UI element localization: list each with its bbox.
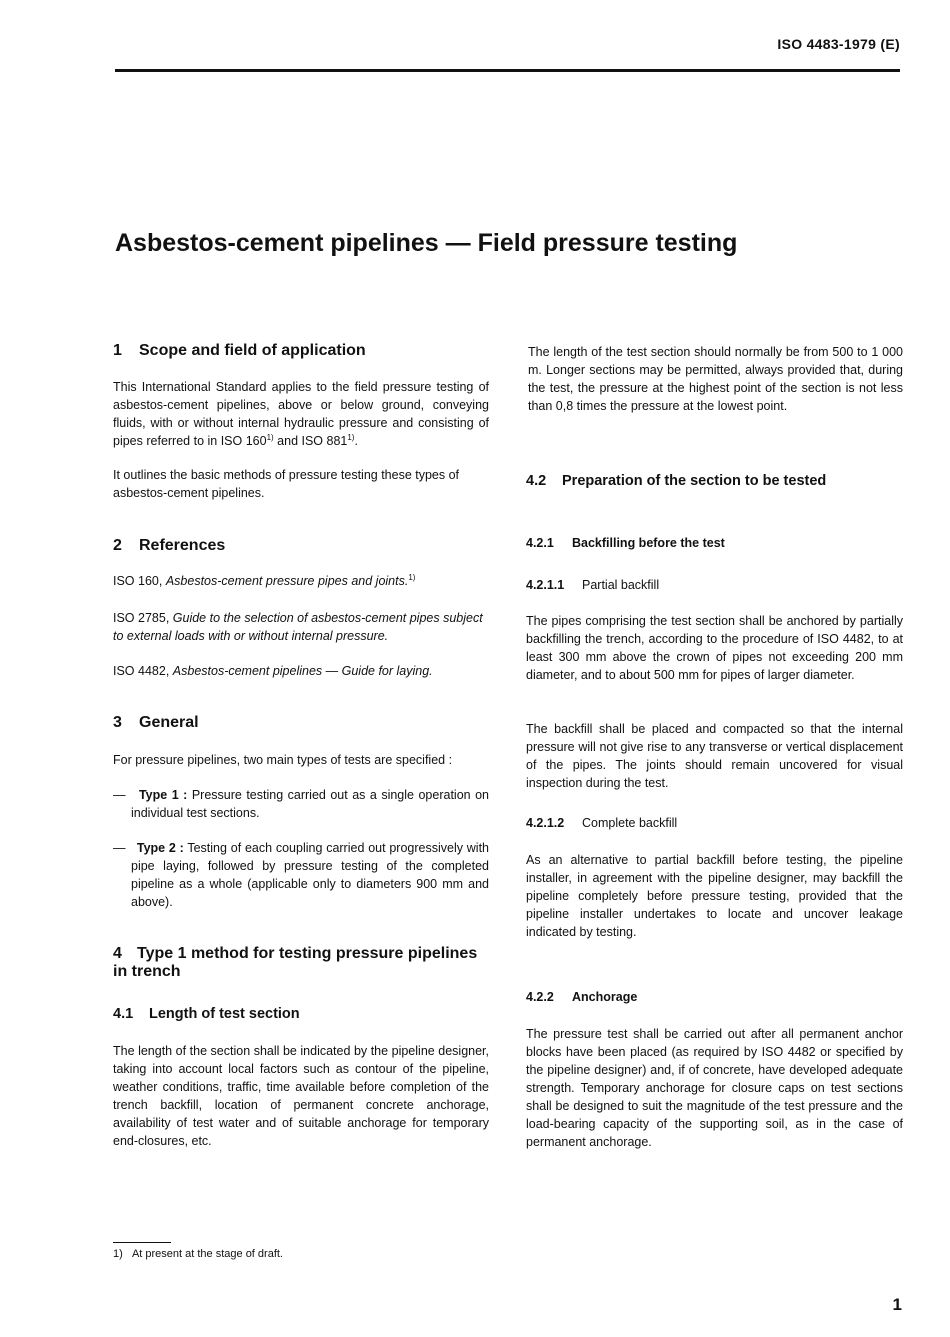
footnote-ref: 1) bbox=[266, 432, 274, 442]
reference-code: ISO 160, bbox=[113, 574, 163, 588]
section-1-paragraph-1 bbox=[113, 378, 489, 450]
footnote-ref: 1) bbox=[347, 432, 355, 442]
length-paragraph bbox=[528, 343, 903, 415]
section-title: Scope and field of application bbox=[139, 342, 366, 359]
footnote-marker: 1) bbox=[113, 1248, 123, 1260]
section-4-1-heading bbox=[113, 1006, 489, 1022]
section-title: Anchorage bbox=[572, 990, 638, 1004]
section-number: 4.2.2 bbox=[526, 990, 554, 1004]
reference-iso-4482 bbox=[113, 662, 489, 680]
paragraph-text: and ISO 881 bbox=[273, 434, 348, 448]
paragraph-text: This International Standard applies to the field pressure testing of asbestos-cement pipelines, above or below ground, conveying fluids, with or without internal hydraulic pressure and consisting of pipes referred to in ISO 160 bbox=[113, 380, 489, 448]
section-4-2-1-heading bbox=[526, 536, 903, 550]
paragraph-text: The pipes comprising the test section shall be anchored by partially backfilling the trench, according to the procedure of ISO 4482, to at least 300 mm above the crown of pipes not exceeding 200 mm diameter, and to about 500 mm for pipes of larger diameter. bbox=[526, 614, 903, 682]
list-label: Type 1 : bbox=[138, 788, 188, 802]
reference-iso-160 bbox=[113, 572, 489, 590]
section-number: 4.1 bbox=[113, 1006, 134, 1022]
reference-iso-2785 bbox=[113, 609, 489, 645]
section-4-2-heading bbox=[526, 473, 903, 489]
section-title: General bbox=[139, 714, 199, 731]
section-title: Preparation of the section to be tested bbox=[562, 473, 827, 489]
paragraph-text: For pressure pipelines, two main types of tests are specified : bbox=[113, 753, 453, 767]
paragraph-text: The length of the test section should normally be from 500 to 1 000 m. Longer sections may be permitted, always provided that, during the test, the pressure at the highest point of the section is not less than 0,8 times the pressure at the lowest point. bbox=[528, 345, 903, 413]
footnote-rule bbox=[113, 1242, 171, 1243]
footnote bbox=[113, 1248, 283, 1260]
section-title: Length of test section bbox=[149, 1006, 300, 1022]
footnote-ref: 1) bbox=[408, 572, 416, 582]
section-title: Complete backfill bbox=[582, 816, 678, 830]
partial-backfill-paragraph-2 bbox=[526, 720, 903, 792]
paragraph-text: . bbox=[354, 434, 358, 448]
paragraph-text: The length of the section shall be indicated by the pipeline designer, taking into account local factors such as contour of the pipeline, weather conditions, traffic, time available before completion of the trench backfill, location of permanent concrete anchorage, availability of test water and of suitable anchorage for temporary end-closures, etc. bbox=[113, 1044, 489, 1148]
reference-title: Asbestos-cement pipelines — Guide for laying. bbox=[172, 664, 433, 678]
section-title: Partial backfill bbox=[582, 578, 660, 592]
reference-title: Asbestos-cement pressure pipes and joints. bbox=[165, 574, 409, 588]
section-4-2-1-2-heading bbox=[526, 816, 903, 830]
complete-backfill-paragraph bbox=[526, 851, 903, 941]
list-dash: — bbox=[113, 841, 126, 855]
section-number: 4.2 bbox=[526, 473, 547, 489]
list-text: Pressure testing carried out as a single operation on individual test sections. bbox=[131, 788, 489, 820]
list-text: Testing of each coupling carried out progressively with pipe laying, followed by pressure testing of the completed pipeline as a whole (applicable only to diameters 900 mm and above). bbox=[131, 841, 490, 909]
section-number: 2 bbox=[113, 537, 122, 554]
anchorage-paragraph bbox=[526, 1025, 903, 1151]
section-title: References bbox=[139, 537, 226, 554]
section-number: 1 bbox=[113, 342, 122, 359]
page-title: Asbestos-cement pipelines — Field pressure testing bbox=[115, 229, 738, 257]
section-number: 4 bbox=[113, 945, 122, 962]
list-item-type-2 bbox=[113, 839, 490, 911]
paragraph-text: As an alternative to partial backfill before testing, the pipeline installer, in agreement with the pipeline designer, may backfill the pipeline completely before pressure testing, provided that the pipeline installer undertakes to locate and uncover leakage indicated by testing. bbox=[526, 853, 903, 939]
section-1-heading bbox=[113, 342, 489, 360]
footnote-text: At present at the stage of draft. bbox=[131, 1248, 283, 1260]
page-number: 1 bbox=[892, 1295, 902, 1314]
section-number: 4.2.1.1 bbox=[526, 578, 565, 592]
section-4-2-1-1-heading bbox=[526, 578, 903, 592]
paragraph-text: The pressure test shall be carried out after all permanent anchor blocks have been placed (as required by ISO 4482 or specified by the pipeline designer) and, if of concrete, have developed adequate strength. Temporary anchorage for closure caps on test sections shall be designed to suit the magnitude of the test pressure and the load-bearing capacity of the supporting soil, as in the case of permanent anchorage. bbox=[526, 1027, 903, 1149]
section-4-heading bbox=[113, 945, 489, 981]
header-rule bbox=[115, 69, 900, 72]
section-title: Backfilling before the test bbox=[572, 536, 725, 550]
section-number: 4.2.1 bbox=[526, 536, 554, 550]
section-2-heading bbox=[113, 537, 489, 555]
section-4-1-paragraph bbox=[113, 1042, 489, 1150]
list-item-type-1 bbox=[113, 786, 489, 822]
reference-code: ISO 4482, bbox=[113, 664, 170, 678]
section-number: 4.2.1.2 bbox=[526, 816, 565, 830]
document-id: ISO 4483-1979 (E) bbox=[777, 36, 900, 52]
paragraph-text: It outlines the basic methods of pressure testing these types of asbestos-cement pipelines. bbox=[113, 468, 460, 500]
section-3-heading bbox=[113, 714, 489, 732]
section-3-intro bbox=[113, 751, 489, 769]
section-title: Type 1 method for testing pressure pipelines in trench bbox=[113, 945, 478, 980]
list-label: Type 2 : bbox=[136, 841, 184, 855]
section-4-2-2-heading bbox=[526, 990, 903, 1004]
reference-title: Guide to the selection of asbestos-cement pipes subject to external loads with or without internal pressure. bbox=[113, 611, 483, 643]
partial-backfill-paragraph-1 bbox=[526, 612, 903, 684]
paragraph-text: The backfill shall be placed and compacted so that the internal pressure will not give rise to any transverse or vertical displacement of the pipes. The joints should remain uncovered for visual inspection during the test. bbox=[526, 722, 903, 790]
section-1-paragraph-2 bbox=[113, 466, 489, 502]
list-dash: — bbox=[113, 788, 126, 802]
section-number: 3 bbox=[113, 714, 122, 731]
reference-code: ISO 2785, bbox=[113, 611, 170, 625]
